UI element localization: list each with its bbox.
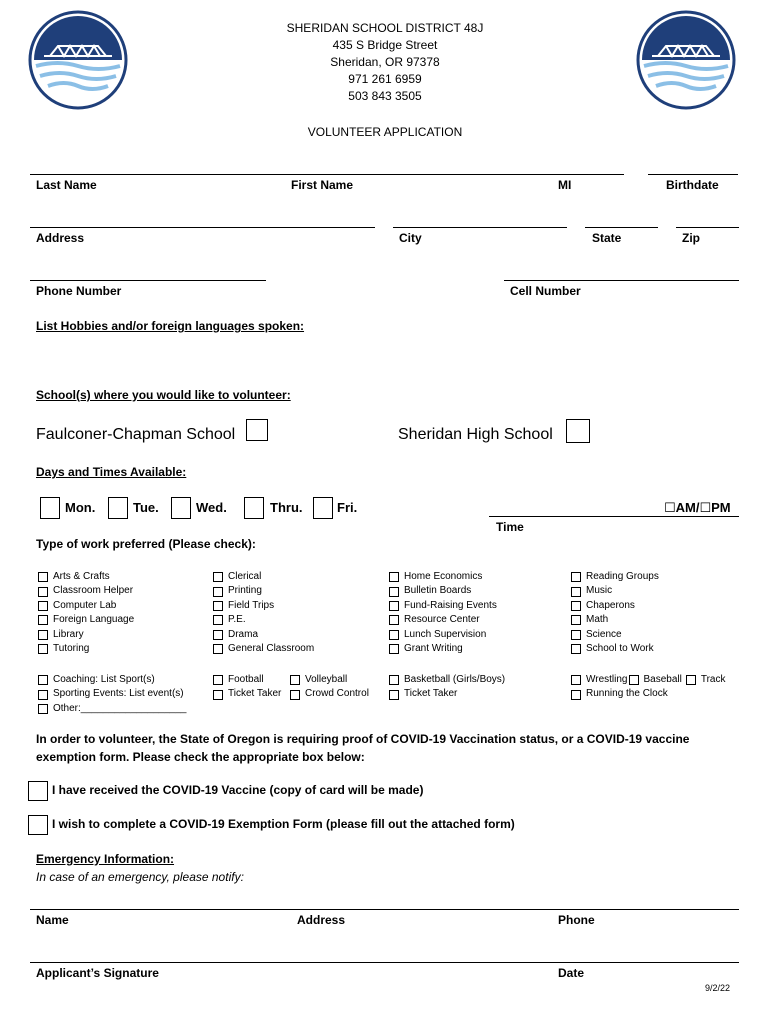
checkbox[interactable] [389, 615, 399, 625]
day-wed-label: Wed. [196, 500, 227, 515]
emergency-title: Emergency Information: [36, 852, 175, 866]
work-option-label: Other:___________________ [53, 702, 187, 714]
phone-line[interactable] [30, 280, 266, 281]
work-column-2 [213, 570, 314, 656]
work-option-label: Computer Lab [53, 599, 117, 611]
work-option-label: Grant Writing [404, 642, 463, 654]
work-option[interactable] [38, 673, 186, 687]
work-option-label: Sporting Events: List event(s) [53, 688, 184, 700]
work-option-label: Printing [228, 585, 262, 597]
work-option-label: Wrestling [586, 674, 628, 685]
work-option-label: Foreign Language [53, 614, 135, 626]
mi-label: MI [558, 178, 572, 192]
work-option-label: P.E. [228, 614, 246, 626]
work-option[interactable] [389, 628, 497, 642]
cell-label: Cell Number [510, 284, 581, 298]
covid-exemption-checkbox[interactable] [28, 815, 48, 835]
checkbox[interactable] [571, 630, 581, 640]
work-option-label: Home Economics [404, 571, 483, 582]
work-option-label: Clerical [228, 571, 262, 582]
work-option-pair [213, 673, 369, 687]
checkbox[interactable] [629, 675, 639, 685]
checkbox[interactable] [290, 675, 300, 685]
checkbox[interactable] [389, 644, 399, 654]
work-option-pair [213, 687, 369, 701]
work-option[interactable] [571, 642, 659, 656]
time-label: Time [496, 520, 524, 534]
work-option-label: School to Work [586, 642, 654, 654]
day-mon-checkbox[interactable] [40, 497, 60, 519]
work-option-label: Chaperons [586, 599, 635, 611]
work-option[interactable] [213, 642, 314, 656]
work-option-label: Lunch Supervision [404, 628, 487, 640]
phone-label: Phone Number [36, 284, 122, 298]
work-option[interactable] [389, 599, 497, 613]
work-option[interactable] [389, 687, 505, 701]
checkbox[interactable] [213, 572, 223, 582]
state-line[interactable] [585, 227, 658, 228]
work-column-1 [38, 570, 134, 656]
work-option[interactable] [213, 584, 314, 598]
work-option[interactable] [213, 628, 314, 642]
work-option-label: Library [53, 628, 84, 640]
work-option[interactable] [38, 570, 134, 584]
work-option-label: Classroom Helper [53, 585, 134, 597]
work-option-label: Track [700, 674, 726, 685]
work-option-label: Ticket Taker [404, 688, 458, 700]
hobbies-label: List Hobbies and/or foreign languages spoken: [36, 319, 305, 333]
checkbox[interactable] [38, 690, 48, 700]
checkbox[interactable] [389, 630, 399, 640]
school-sheridan-label: Sheridan High School [398, 426, 553, 443]
covid-vaccine-label: I have received the COVID-19 Vaccine (copy of card will be made) [52, 783, 424, 797]
checkbox[interactable] [38, 630, 48, 640]
time-line[interactable] [489, 516, 739, 517]
district-street: 435 S Bridge Street [332, 38, 438, 52]
checkbox[interactable] [389, 587, 399, 597]
covid-exemption-label: I wish to complete a COVID-19 Exemption Form (please fill out the attached form) [52, 817, 515, 831]
checkbox[interactable] [38, 601, 48, 611]
checkbox[interactable] [213, 690, 223, 700]
work-option[interactable] [38, 613, 134, 627]
work-option[interactable] [38, 584, 134, 598]
work-option-label: Drama [228, 628, 259, 640]
day-fri-checkbox[interactable] [313, 497, 333, 519]
work-option[interactable] [38, 599, 134, 613]
emergency-address-label: Address [297, 913, 346, 927]
name-line[interactable] [30, 174, 624, 175]
am-pm-options[interactable]: ☐AM/☐PM [664, 500, 731, 515]
work-option-label: Music [586, 585, 613, 597]
work-column-3 [389, 570, 497, 656]
school-faulconer-checkbox[interactable] [246, 419, 268, 441]
work-option-label: Coaching: List Sport(s) [53, 674, 155, 685]
school-sheridan-checkbox[interactable] [566, 419, 590, 443]
district-name: SHERIDAN SCHOOL DISTRICT 48J [286, 21, 484, 35]
last-name-label: Last Name [36, 178, 97, 192]
checkbox[interactable] [571, 675, 581, 685]
zip-line[interactable] [676, 227, 739, 228]
emergency-name-label: Name [36, 913, 69, 927]
work-option[interactable] [38, 702, 186, 716]
work-option[interactable] [389, 642, 497, 656]
work-option[interactable] [389, 570, 497, 584]
footer-date: 9/2/22 [705, 983, 731, 993]
sports-column-2 [213, 673, 369, 702]
work-option-label: Arts & Crafts [53, 571, 110, 582]
checkbox[interactable] [38, 572, 48, 582]
emergency-subtitle: In case of an emergency, please notify: [36, 870, 244, 884]
work-option[interactable] [389, 613, 497, 627]
work-column-4 [571, 570, 659, 656]
checkbox[interactable] [571, 615, 581, 625]
checkbox[interactable] [38, 704, 48, 714]
work-option-group [571, 673, 726, 687]
day-tue-label: Tue. [133, 500, 159, 515]
work-option[interactable] [571, 613, 659, 627]
cell-line[interactable] [504, 280, 739, 281]
work-option-label: Ticket Taker [228, 688, 282, 700]
work-option-label: Volleyball [305, 674, 348, 685]
checkbox[interactable] [213, 601, 223, 611]
checkbox[interactable] [290, 690, 300, 700]
work-option-label: Football [228, 674, 264, 685]
work-option-label: Science [586, 628, 622, 640]
work-option[interactable] [213, 613, 314, 627]
checkbox[interactable] [571, 644, 581, 654]
covid-vaccine-checkbox[interactable] [28, 781, 48, 801]
district-phone-2: 503 843 3505 [348, 89, 422, 103]
day-fri-label: Fri. [337, 500, 358, 515]
work-option-label: Reading Groups [586, 571, 659, 582]
work-option-label: General Classroom [228, 642, 315, 654]
checkbox[interactable] [38, 644, 48, 654]
state-label: State [592, 231, 622, 245]
city-line[interactable] [393, 227, 567, 228]
checkbox[interactable] [571, 690, 581, 700]
work-option[interactable] [571, 570, 659, 584]
schools-label: School(s) where you would like to volunteer: [36, 388, 291, 402]
birthdate-line[interactable] [648, 174, 738, 175]
work-option[interactable] [38, 687, 186, 701]
work-option-label: Bulletin Boards [404, 585, 472, 597]
checkbox[interactable] [38, 615, 48, 625]
district-phone-1: 971 261 6959 [348, 72, 422, 86]
checkbox[interactable] [686, 675, 696, 685]
checkbox[interactable] [571, 601, 581, 611]
work-option[interactable] [571, 687, 726, 701]
emergency-phone-label: Phone [558, 913, 595, 927]
work-option-label: Tutoring [53, 642, 90, 654]
work-option-label: Field Trips [228, 599, 275, 611]
work-option[interactable] [213, 599, 314, 613]
day-tue-checkbox[interactable] [108, 497, 128, 519]
work-option[interactable] [38, 628, 134, 642]
day-thu-label: Thru. [270, 500, 303, 515]
date-label: Date [558, 966, 585, 980]
checkbox[interactable] [213, 644, 223, 654]
checkbox[interactable] [389, 572, 399, 582]
signature-label: Applicant’s Signature [36, 966, 159, 980]
work-option[interactable] [38, 642, 134, 656]
work-option[interactable] [571, 584, 659, 598]
address-line[interactable] [30, 227, 375, 228]
address-label: Address [36, 231, 85, 245]
sports-column-3 [389, 673, 505, 702]
zip-label: Zip [682, 231, 700, 245]
checkbox[interactable] [389, 690, 399, 700]
first-name-label: First Name [291, 178, 354, 192]
work-option-label: Crowd Control [305, 688, 369, 700]
checkbox[interactable] [213, 675, 223, 685]
days-label: Days and Times Available: [36, 465, 187, 479]
work-option[interactable] [389, 673, 505, 687]
work-option[interactable] [571, 599, 659, 613]
work-option-label: Resource Center [404, 614, 480, 626]
emergency-line[interactable] [30, 909, 739, 910]
checkbox[interactable] [38, 675, 48, 685]
work-option-label: Running the Clock [586, 688, 668, 700]
work-option-label: Baseball [643, 674, 682, 685]
form-title: VOLUNTEER APPLICATION [307, 125, 463, 139]
checkbox[interactable] [213, 587, 223, 597]
day-wed-checkbox[interactable] [171, 497, 191, 519]
checkbox[interactable] [389, 601, 399, 611]
work-option-label: Fund-Raising Events [404, 599, 497, 611]
covid-statement: In order to volunteer, the State of Oregon is requiring proof of COVID-19 Vaccination status, or a COVID-19 vaccine exemption form. Please check the appropriate box below: [36, 732, 690, 764]
work-option-label: Math [586, 614, 609, 626]
checkbox[interactable] [571, 572, 581, 582]
checkbox[interactable] [38, 587, 48, 597]
school-faulconer-label: Faulconer-Chapman School [36, 426, 236, 443]
sports-column-1 [38, 673, 186, 716]
sports-column-4 [571, 673, 726, 702]
work-option[interactable] [571, 628, 659, 642]
work-label: Type of work preferred (Please check): [36, 537, 256, 551]
checkbox[interactable] [213, 615, 223, 625]
day-mon-label: Mon. [65, 500, 96, 515]
checkbox[interactable] [571, 587, 581, 597]
checkbox[interactable] [389, 675, 399, 685]
checkbox[interactable] [213, 630, 223, 640]
city-label: City [399, 231, 422, 245]
signature-line[interactable] [30, 962, 739, 963]
work-option[interactable] [389, 584, 497, 598]
district-city: Sheridan, OR 97378 [330, 55, 440, 69]
work-option-label: Basketball (Girls/Boys) [404, 674, 506, 685]
day-thu-checkbox[interactable] [244, 497, 264, 519]
birthdate-label: Birthdate [666, 178, 719, 192]
work-option[interactable] [213, 570, 314, 584]
